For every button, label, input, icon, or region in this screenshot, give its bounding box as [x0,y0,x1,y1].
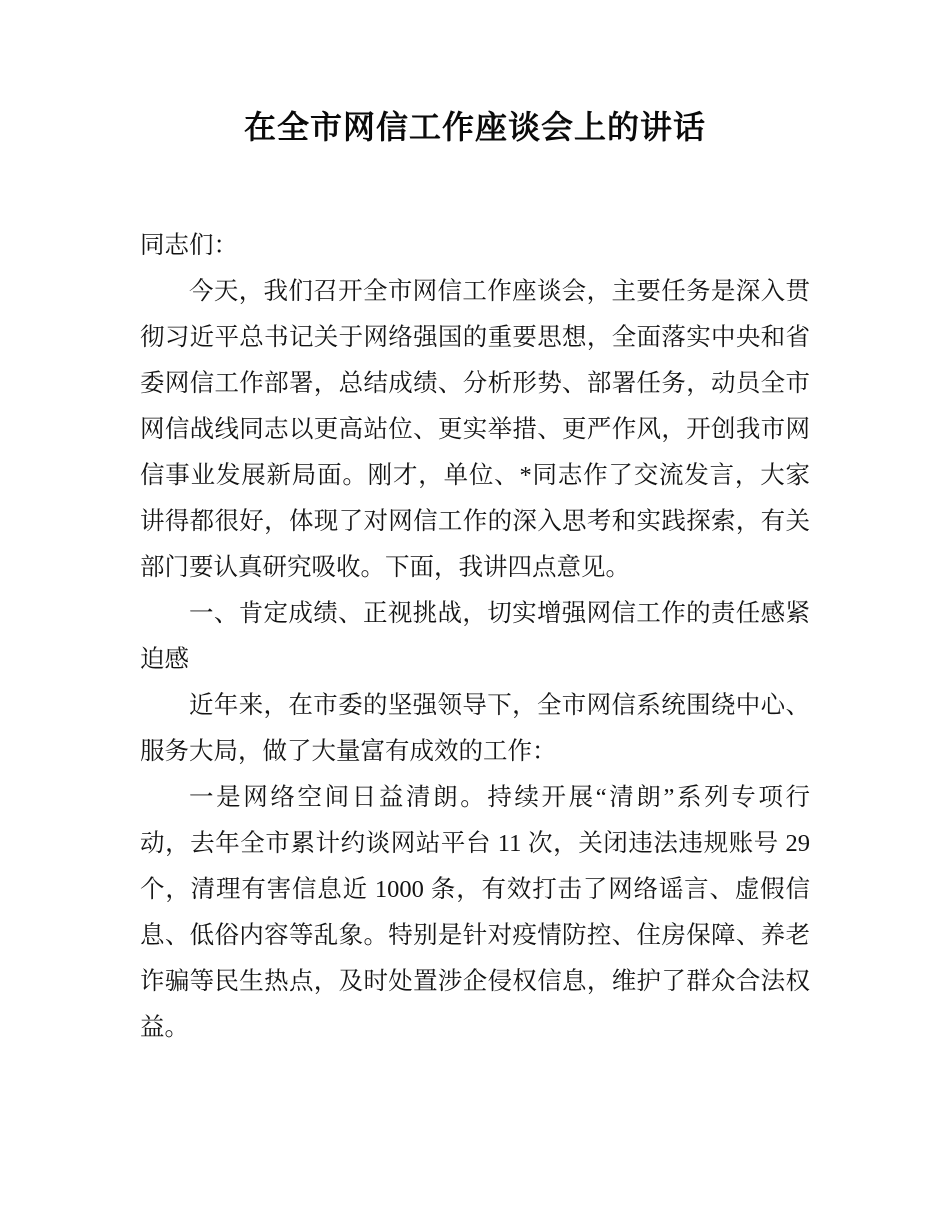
text-line: 近年来，在市委的坚强领导下，全市网信系统围绕中心、 [189,692,810,719]
text-line: 彻习近平总书记关于网络强国的重要思想，全面落实中央和省 [140,324,810,351]
body-paragraph [140,269,810,591]
text-line: 信事业发展新局面。刚才，单位、*同志作了交流发言，大家 [140,462,810,489]
text-line: 网信战线同志以更高站位、更实举措、更严作风，开创我市网 [140,416,810,443]
text-line: 委网信工作部署，总结成绩、分析形势、部署任务，动员全市 [140,370,810,397]
text-line: 服务大局，做了大量富有成效的工作： [140,738,557,765]
text-line: 益。 [140,1014,189,1041]
document-title: 在全市网信工作座谈会上的讲话 [243,109,706,145]
body-paragraph [140,683,810,775]
body-paragraph [140,775,810,1051]
text-line: 动，去年全市累计约谈网站平台 11 次，关闭违法违规账号 29 [140,830,810,857]
paragraph-container [140,269,810,1051]
text-line: 迫感 [140,646,189,673]
text-line: 息、低俗内容等乱象。特别是针对疫情防控、住房保障、养老 [140,922,810,949]
section-heading [140,591,810,683]
text-line: 讲得都很好，体现了对网信工作的深入思考和实践探索，有关 [140,508,810,535]
text-line: 一、肯定成绩、正视挑战，切实增强网信工作的责任感紧 [189,600,810,627]
document-body [140,223,810,1051]
text-line: 今天，我们召开全市网信工作座谈会，主要任务是深入贯 [189,278,810,305]
text-line: 部门要认真研究吸收。下面，我讲四点意见。 [140,554,630,581]
text-line: 一是网络空间日益清朗。持续开展“清朗”系列专项行 [189,784,810,811]
text-line: 个，清理有害信息近 1000 条，有效打击了网络谣言、虚假信 [140,876,810,903]
salutation: 同志们： [140,232,238,259]
text-line: 诈骗等民生热点，及时处置涉企侵权信息，维护了群众合法权 [140,968,810,995]
